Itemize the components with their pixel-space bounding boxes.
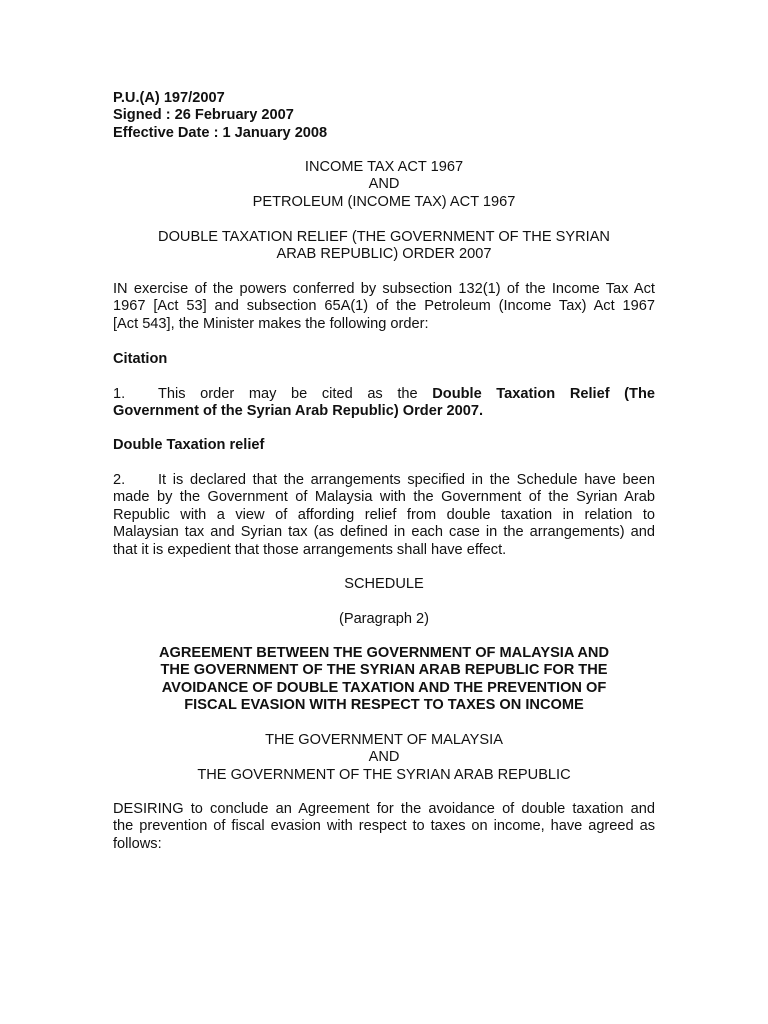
agreement-title-line-3: AVOIDANCE OF DOUBLE TAXATION AND THE PREVENTION OF bbox=[161, 679, 607, 696]
gazette-reference: P.U.(A) 197/2007 bbox=[113, 90, 225, 106]
citation-heading-text: Citation bbox=[113, 351, 168, 367]
paragraph-reference-text: (Paragraph 2) bbox=[338, 611, 430, 627]
relief-line-4: Malaysian tax and Syrian tax (as defined in each case in the arrangements) and bbox=[113, 524, 655, 541]
document-header bbox=[113, 90, 655, 142]
relief-heading bbox=[113, 437, 655, 454]
order-title bbox=[113, 229, 655, 264]
citation-paragraph bbox=[113, 386, 655, 421]
acts-line-3: PETROLEUM (INCOME TAX) ACT 1967 bbox=[252, 193, 516, 210]
desiring-paragraph bbox=[113, 801, 655, 853]
citation-number: 1. bbox=[113, 386, 126, 402]
preamble-line-1: IN exercise of the powers conferred by subsection 132(1) of the Income Tax Act bbox=[113, 281, 655, 297]
desiring-line-3: follows: bbox=[113, 835, 162, 852]
acts-line-1: INCOME TAX ACT 1967 bbox=[304, 159, 464, 175]
signed-date: Signed : 26 February 2007 bbox=[113, 107, 294, 124]
relief-line-1-text: It is declared that the arrangements specified in the Schedule have been bbox=[158, 472, 655, 488]
relief-line-3: Republic with a view of affording relief from double taxation in relation to bbox=[113, 506, 655, 523]
preamble-line-3: [Act 543], the Minister makes the following order: bbox=[113, 315, 429, 332]
citation-bold-text-1: Double Taxation Relief (The bbox=[432, 386, 655, 402]
effective-date: Effective Date : 1 January 2008 bbox=[113, 124, 328, 141]
desiring-line-1: DESIRING to conclude an Agreement for the avoidance of double taxation and bbox=[113, 801, 655, 817]
parties-block bbox=[113, 732, 655, 784]
preamble-paragraph bbox=[113, 281, 655, 333]
citation-bold-text-2: Government of the Syrian Arab Republic) Order 2007. bbox=[113, 403, 484, 420]
order-title-line-2: ARAB REPUBLIC) ORDER 2007 bbox=[276, 246, 492, 263]
schedule-title bbox=[113, 576, 655, 593]
relief-number: 2. bbox=[113, 472, 126, 488]
order-title-line-1: DOUBLE TAXATION RELIEF (THE GOVERNMENT OF THE SYRIAN bbox=[158, 229, 610, 245]
relief-line-2: made by the Government of Malaysia with the Government of the Syrian Arab bbox=[113, 489, 655, 506]
parties-line-3: THE GOVERNMENT OF THE SYRIAN ARAB REPUBLIC bbox=[197, 766, 571, 783]
agreement-title-line-4: FISCAL EVASION WITH RESPECT TO TAXES ON INCOME bbox=[184, 697, 584, 714]
citation-heading bbox=[113, 351, 655, 368]
paragraph-reference bbox=[113, 611, 655, 628]
agreement-title-line-2: THE GOVERNMENT OF THE SYRIAN ARAB REPUBLIC FOR THE bbox=[160, 662, 608, 679]
agreement-title-line-1: AGREEMENT BETWEEN THE GOVERNMENT OF MALAYSIA AND bbox=[159, 645, 609, 661]
relief-line-5: that it is expedient that those arrangements shall have effect. bbox=[113, 541, 507, 558]
citation-line-1 bbox=[113, 386, 655, 403]
preamble-line-2: 1967 [Act 53] and subsection 65A(1) of the Petroleum (Income Tax) Act 1967 bbox=[113, 298, 655, 315]
schedule-title-text: SCHEDULE bbox=[344, 576, 424, 592]
agreement-title bbox=[113, 645, 655, 715]
relief-line-1 bbox=[113, 472, 655, 489]
acts-line-2: AND bbox=[368, 176, 400, 193]
acts-heading bbox=[113, 159, 655, 211]
relief-paragraph bbox=[113, 472, 655, 559]
desiring-line-2: the prevention of fiscal evasion with respect to taxes on income, have agreed as bbox=[113, 818, 655, 835]
parties-line-2: AND bbox=[368, 749, 400, 766]
parties-line-1: THE GOVERNMENT OF MALAYSIA bbox=[265, 732, 503, 748]
relief-heading-text: Double Taxation relief bbox=[113, 437, 265, 453]
citation-text: This order may be cited as the bbox=[158, 386, 418, 402]
